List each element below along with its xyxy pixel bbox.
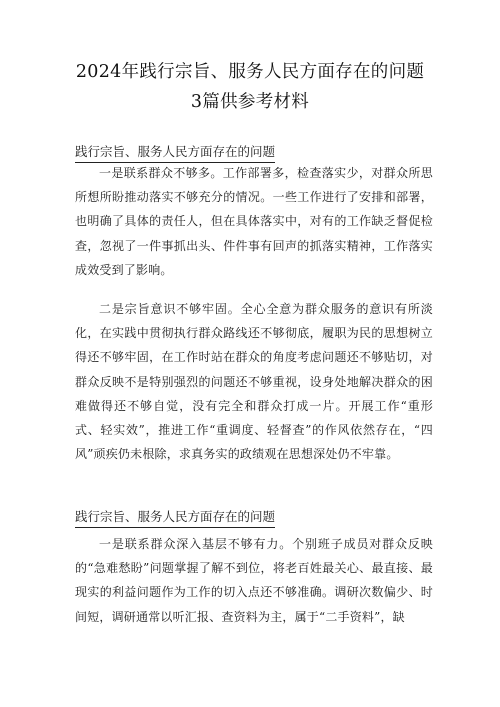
- section-1-paragraph-1: 一是联系群众不够多。工作部署多，检查落实少，对群众所思所想所盼推动落实不够充分的情况。一些工作进行了安排和部署，也明确了具体的责任人，但在具体落实中，对有的工作缺乏督促检查，忽视了一件事抓出头、件件事有回声的抓落实精神，工作落实成效受到了影响。: [75, 166, 433, 277]
- document-title-line-1: 2024年践行宗旨、服务人民方面存在的问题: [75, 62, 425, 82]
- section-heading-1: 践行宗旨、服务人民方面存在的问题: [75, 143, 275, 163]
- section-1-paragraph-2: 二是宗旨意识不够牢固。全心全意为群众服务的意识有所淡化，在实践中贯彻执行群众路线还不够彻底，履职为民的思想树立得还不够牢固，在工作时站在群众的角度考虑问题还不够贴切，对群众反映不是特别强烈的问题还不够重视，设身处地解决群众的困难做得还不够自觉，没有完全和群众打成一片。开展工作“重形式、轻实效”，推进工作“重调度、轻督查”的作风依然存在，“四风”顽疾仍未根除，求真务实的政绩观在思想深处仍不牢靠。: [75, 302, 433, 462]
- section-heading-2: 践行宗旨、服务人民方面存在的问题: [75, 508, 275, 528]
- section-2-paragraph-1: 一是联系群众深入基层不够有力。个别班子成员对群众反映的“急难愁盼”问题掌握了解不到位，将老百姓最关心、最直接、最现实的利益问题作为工作的切入点还不够准确。调研次数偏少、时间短，调研通常以听汇报、查资料为主，属于“二手资料”，缺: [75, 537, 433, 624]
- document-title-line-2: 3篇供参考材料: [190, 92, 310, 112]
